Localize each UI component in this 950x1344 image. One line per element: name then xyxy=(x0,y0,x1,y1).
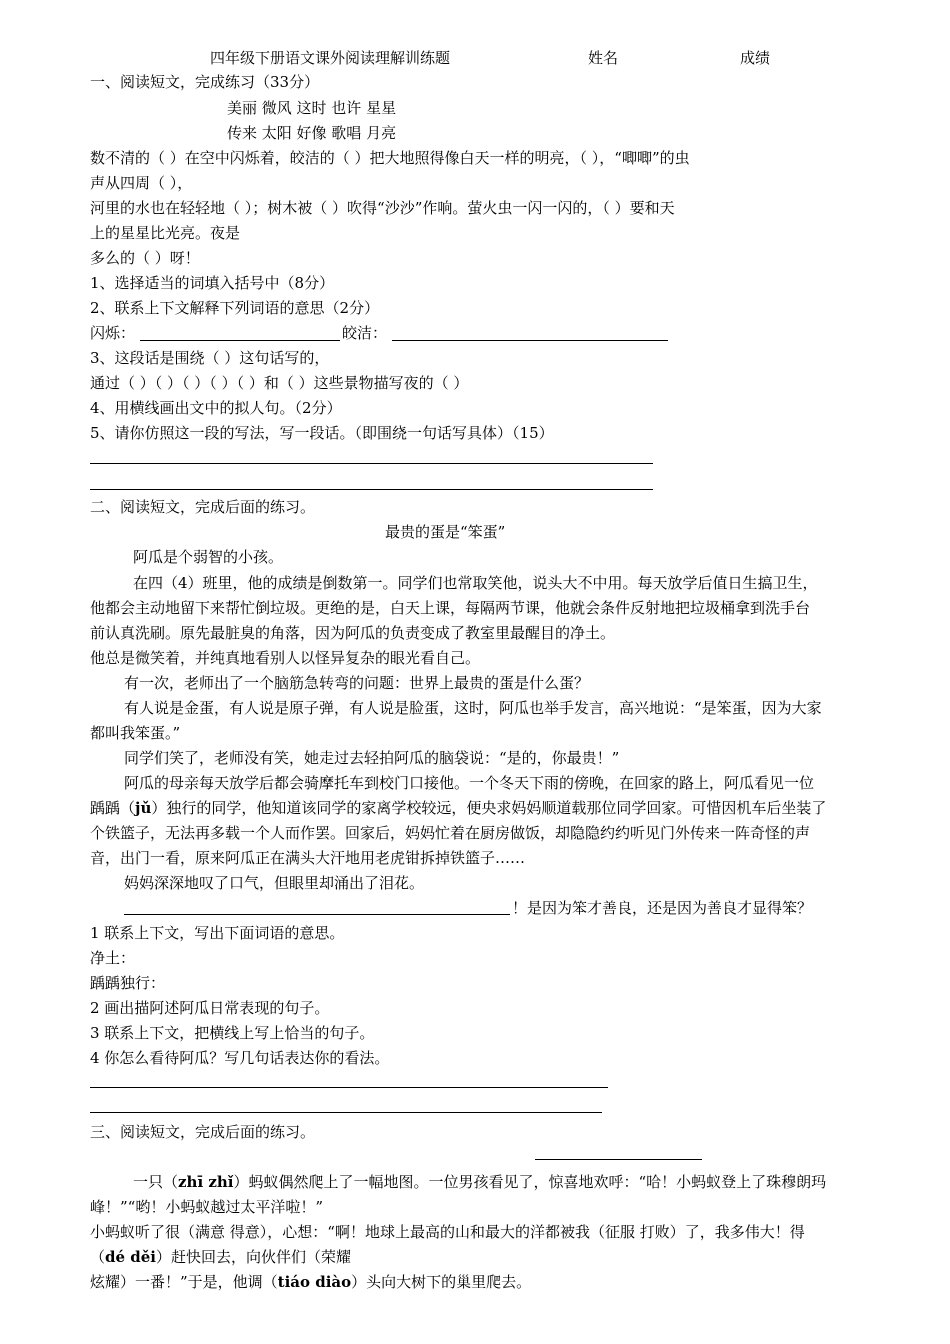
q2-term-shanshuo: 闪烁： xyxy=(90,324,136,342)
text-fragment: 炫耀）一番！”于是，他调（ xyxy=(90,1273,278,1291)
passage-line: 数不清的（ ）在空中闪烁着，皎洁的（ ）把大地照得像白天一样的明亮，（ ），“唧唧”的虫 xyxy=(90,149,690,167)
story-line: 他都会主动地留下来帮忙倒垃圾。更绝的是，白天上课，每隔两节课，他就会条件反射地把垃圾桶拿到洗手台 xyxy=(90,599,811,617)
passage-line: 河里的水也在轻轻地（ ）；树木被（ ）吹得“沙沙”作响。萤火虫一闪一闪的，（ ）要和天 xyxy=(90,199,675,217)
answer-line[interactable] xyxy=(140,340,340,341)
story-line: 阿瓜的母亲每天放学后都会骑摩托车到校门口接他。一个冬天下雨的傍晚，在回家的路上，阿瓜看见一位 xyxy=(124,774,815,792)
text-fragment: ）独行的同学，他知道该同学的家离学校较远，便央求妈妈顺道载那位同学回家。可惜因机车后坐装了 xyxy=(151,799,827,817)
story-line: 有人说是金蛋，有人说是原子弹，有人说是脸蛋，这时，阿瓜也举手发言，高兴地说：“是笨蛋，因为大家 xyxy=(124,699,822,717)
question-4: 4 你怎么看待阿瓜？写几句话表达你的看法。 xyxy=(90,1049,390,1067)
question-4: 4、用横线画出文中的拟人句。（2分） xyxy=(90,399,342,417)
story-line: 同学们笑了，老师没有笑，她走过去轻拍阿瓜的脑袋说：“是的，你最贵！” xyxy=(124,749,620,767)
story-line: 有一次，老师出了一个脑筋急转弯的问题：世界上最贵的蛋是什么蛋？ xyxy=(124,674,590,692)
writing-line[interactable] xyxy=(90,463,653,464)
passage-line: 声从四周（ ）， xyxy=(90,174,193,192)
pinyin: zhī zhǐ xyxy=(178,1173,234,1191)
word-bank-row-2: 传来 太阳 好像 歌唱 月亮 xyxy=(227,124,397,142)
question-2: 2、联系上下文解释下列词语的意思（2分） xyxy=(90,299,380,317)
answer-line[interactable] xyxy=(392,340,668,341)
q2-term-jiaojie: 皎洁： xyxy=(342,324,388,342)
writing-line[interactable] xyxy=(90,489,653,490)
story-line: 都叫我笨蛋。” xyxy=(90,724,181,742)
title-blank-line[interactable] xyxy=(535,1159,702,1160)
text-fragment: ）赶快回去，向伙伴们（荣耀 xyxy=(156,1248,352,1266)
story-line: 小蚂蚁听了很（满意 得意），心想：“啊！地球上最高的山和最大的洋都被我（征服 打败）了，我多伟大！得 xyxy=(90,1223,805,1241)
score-label: 成绩 xyxy=(740,49,771,67)
story-line: 阿瓜是个弱智的小孩。 xyxy=(133,548,284,566)
pinyin: jǔ xyxy=(135,799,152,817)
story-line xyxy=(90,798,826,818)
text-fragment: 踽踽（ xyxy=(90,799,136,817)
text-fragment: （ xyxy=(90,1248,106,1266)
story-line: 音，出门一看，原来阿瓜正在满头大汗地用老虎钳拆掉铁篮子…… xyxy=(90,849,526,867)
story-line: 峰！”“哟！小蚂蚁越过太平洋啦！” xyxy=(90,1198,324,1216)
story-title: 最贵的蛋是“笨蛋” xyxy=(385,523,506,541)
text-fragment: ）头向大树下的巢里爬去。 xyxy=(351,1273,532,1291)
fill-in-line[interactable] xyxy=(124,914,510,915)
question-1: 1、选择适当的词填入括号中（8分） xyxy=(90,274,335,292)
word-bank-row-1: 美丽 微风 这时 也许 星星 xyxy=(227,99,397,117)
story-line xyxy=(133,1172,826,1192)
text-fragment: ）蚂蚁偶然爬上了一幅地图。一位男孩看见了，惊喜地欢呼：“哈！小蚂蚁登上了珠穆朗玛 xyxy=(233,1173,827,1191)
question-5: 5、请你仿照这一段的写法，写一段话。（即围绕一句话写具体）（15） xyxy=(90,424,554,442)
pinyin: tiáo diào xyxy=(277,1273,352,1291)
q1-term-jingtu: 净土： xyxy=(90,949,136,967)
story-line: 他总是微笑着，并纯真地看别人以怪异复杂的眼光看自己。 xyxy=(90,649,481,667)
story-line xyxy=(90,1247,351,1267)
writing-line[interactable] xyxy=(90,1087,608,1088)
section-2-heading: 二、阅读短文，完成后面的练习。 xyxy=(90,498,316,516)
story-line: 个铁篮子，无法再多载一个人而作罢。回家后，妈妈忙着在厨房做饭，却隐隐约约听见门外传来一阵奇怪的声 xyxy=(90,824,811,842)
page-title: 四年级下册语文课外阅读理解训练题 xyxy=(210,49,451,67)
writing-line[interactable] xyxy=(90,1112,602,1113)
text-fragment: 一只（ xyxy=(133,1173,179,1191)
story-line: 在四（4）班里，他的成绩是倒数第一。同学们也常取笑他，说头大不中用。每天放学后值日生搞卫生， xyxy=(133,574,818,592)
question-3: 3、这段话是围绕（ ）这句话写的， xyxy=(90,349,330,367)
story-line: ！是因为笨才善良，还是因为善良才显得笨？ xyxy=(512,899,813,917)
section-1-heading: 一、阅读短文，完成练习（33分） xyxy=(90,73,320,91)
question-3: 3 联系上下文，把横线上写上恰当的句子。 xyxy=(90,1024,375,1042)
q1-term-jujuduxing: 踽踽独行： xyxy=(90,974,166,992)
pinyin: dé děi xyxy=(105,1248,156,1266)
story-line xyxy=(90,1272,531,1292)
story-line: 前认真洗刷。原先最脏臭的角落，因为阿瓜的负责变成了教室里最醒目的净土。 xyxy=(90,624,616,642)
question-3-continued: 通过（ ）（ ）（ ）（ ）（ ）和（ ）这些景物描写夜的（ ） xyxy=(90,374,469,392)
question-1: 1 联系上下文，写出下面词语的意思。 xyxy=(90,924,345,942)
story-line: 妈妈深深地叹了口气，但眼里却涌出了泪花。 xyxy=(124,874,425,892)
passage-line: 多么的（ ）呀！ xyxy=(90,249,200,267)
name-label: 姓名 xyxy=(588,49,619,67)
passage-line: 上的星星比光亮。夜是 xyxy=(90,224,241,242)
section-3-heading: 三、阅读短文，完成后面的练习。 xyxy=(90,1123,316,1141)
question-2: 2 画出描阿述阿瓜日常表现的句子。 xyxy=(90,999,330,1017)
